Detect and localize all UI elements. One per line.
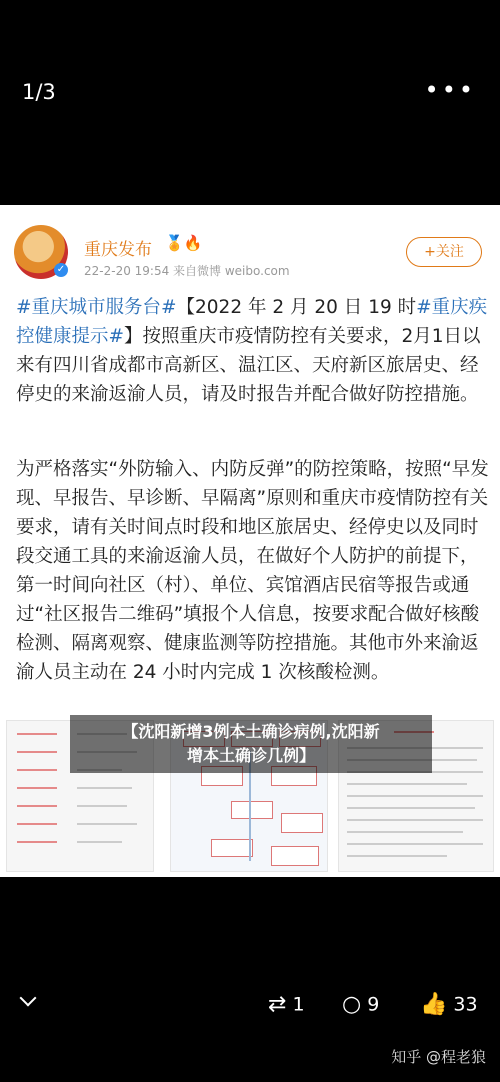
headline-overlay [70, 715, 432, 773]
viewer-action-bar [0, 980, 500, 1040]
repost-button[interactable] [268, 992, 305, 1017]
post-body-text: 】按照重庆市疫情防控有关要求，2月1日以来有四川省成都市高新区、温江区、天府新区旅居史、经停史的来渝返渝人员，请及时报告并配合做好防控措施。 [16, 326, 481, 405]
viewer-top-bar [0, 0, 500, 205]
repost-count: 1 [292, 993, 305, 1016]
repost-icon: ⇄ [268, 992, 287, 1017]
collapse-chevron-icon[interactable] [20, 990, 37, 1007]
comment-button[interactable] [342, 992, 379, 1017]
comment-count: 9 [367, 993, 380, 1016]
source-watermark: 知乎 @程老狼 [391, 1048, 486, 1066]
post-image[interactable] [0, 205, 500, 877]
verified-badge-icon: ✓ [54, 263, 68, 277]
hashtag-cdc-health[interactable]: #重庆疾控健康提示# [16, 297, 488, 347]
like-button[interactable] [420, 992, 478, 1017]
post-paragraph-1 [16, 293, 490, 409]
headline-line-2: 增本土确诊几例】 [186, 746, 315, 765]
more-options-icon[interactable]: ••• [424, 76, 476, 104]
hashtag-city-service[interactable]: #重庆城市服务台# [16, 297, 177, 318]
comment-icon: ○ [342, 992, 362, 1017]
account-name[interactable]: 重庆发布 [84, 240, 152, 260]
post-meta: 22-2-20 19:54 来自微博 weibo.com [84, 264, 290, 278]
account-badges: 🏅🔥 [165, 234, 203, 252]
image-counter: 1/3 [22, 80, 56, 104]
headline-line-1: 【沈阳新增3例本土确诊病例,沈阳新 [122, 722, 380, 741]
post-paragraph-2: 为严格落实“外防输入、内防反弹”的防控策略，按照“早发现、早报告、早诊断、早隔离”原则和重庆市疫情防控有关要求，请有关时间点时段和地区旅居史、经停史以及同时段交通工具的来渝返渝人员，在做好个人防护的前提下，第一时间向社区（村）、单位、宾馆酒店民宿等报告或通过“社区报告二维码”填报个人信息，按要求配合做好核酸检测、隔离观察、健康监测等防控措施。其他市外来渝返渝人员主动在 24 小时内完成 1 次核酸检测。 [16, 459, 489, 683]
like-count: 33 [453, 993, 478, 1016]
thumbs-up-icon: 👍 [420, 992, 448, 1017]
follow-button[interactable]: +关注 [406, 237, 482, 267]
post-date-text: 【2022 年 2 月 20 日 19 时 [176, 297, 417, 318]
